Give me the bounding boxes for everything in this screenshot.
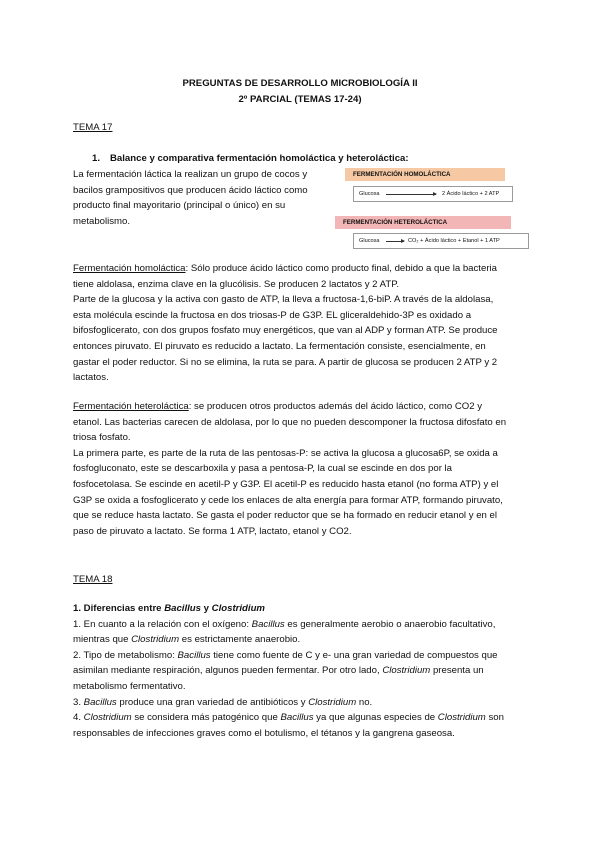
figure-heterolactic-box — [353, 233, 529, 249]
hetero-line: paso de piruvato a lactato. Se forma 1 ATP, lactato, etanol y CO2. — [73, 525, 352, 537]
hetero-line: G3P se oxida a fosfoglicerato y cede los enlaces de alta energía para formar ATP, formando piruvato, — [73, 494, 503, 506]
figure-box1-right: 2 Ácido láctico + 2 ATP — [442, 191, 500, 197]
tema18-line: asimilan mediante respiración, algunos pueden fermentar. Por otro lado, Clostridium presenta un — [73, 665, 484, 677]
tema18-line: responsables de infecciones graves como el botulismo, el tétanos y la gangrena gaseosa. — [73, 727, 455, 739]
homolactic-paragraph — [73, 261, 533, 386]
homo-line: tiene aldolasa, enzima clave en la glucólisis. Se producen 2 lactatos y 2 ATP. — [73, 278, 400, 290]
intro-line: bacilos grampositivos que producen ácido láctico como — [73, 184, 308, 196]
homo-line: bifosfoglicerato, con dos grupos fosfato muy energéticos, que van al ADP y forman ATP. Se produce — [73, 325, 498, 337]
tema18-line: metabolismo fermentativo. — [73, 680, 186, 692]
homo-line: esta molécula escinde la fructosa en dos triosas-P de G3P. EL gliceraldehido-3P es oxidado a — [73, 309, 472, 321]
figure-box2-left: Glucosa — [359, 238, 380, 244]
figure-box1-left: Glucosa — [359, 191, 380, 197]
tema18-heading: TEMA 18 — [73, 574, 113, 585]
heterolactic-paragraph — [73, 399, 533, 539]
heterolactic-label: Fermentación heteroláctica — [73, 401, 189, 412]
figure-homolactic-header: FERMENTACIÓN HOMOLÁCTICA — [345, 168, 505, 181]
intro-line: producto final mayoritario (principal o único) en su — [73, 200, 286, 212]
hetero-line: fosfocetolasa. Se escinde en acetil-P y G3P. El acetil-P es reducido hasta etanol (no forma ATP) y el — [73, 478, 499, 490]
tema18-line: 3. Bacillus produce una gran variedad de antibióticos y Clostridium no. — [73, 696, 373, 708]
figure-box2-right: CO₂ + Ácido láctico + Etanol + 1 ATP — [408, 238, 500, 244]
tema17-q1-title: Balance y comparativa fermentación homoláctica y heteroláctica: — [110, 153, 409, 164]
hetero-line: fosfogluconato, este se descarboxila y pasa a pentosa-P, la cual se escinde en dos por la — [73, 463, 453, 475]
tema18-q1-title: 1. Diferencias entre Bacillus y Clostridium — [73, 603, 265, 614]
homo-line: gastar el poder reductor. Si no se elimina, la ruta se para. A partir de glucosa se producen 2 ATP y 2 — [73, 356, 498, 368]
homo-line: Parte de la glucosa y la activa con gasto de ATP, la lleva a fructosa-1,6-biP. A través de la aldolasa, — [73, 294, 494, 306]
tema18-line: 2. Tipo de metabolismo: Bacillus tiene como fuente de C y e- una gran variedad de compuestos que — [73, 649, 498, 661]
document-title: PREGUNTAS DE DESARROLLO MICROBIOLOGÍA II — [182, 78, 418, 89]
document-subtitle: 2º PARCIAL (TEMAS 17-24) — [238, 94, 362, 105]
tema18-line: 4. Clostridium se considera más patogénico que Bacillus ya que algunas especies de Clostridium son — [73, 712, 504, 724]
homo-line: : Sólo produce ácido láctico como producto final, debido a que la bacteria — [185, 263, 497, 274]
arrow-icon — [386, 194, 436, 195]
hetero-line: que se reduce hasta lactato. Se gasta el poder reductor que se ha formado en reducir etanol y en el — [73, 510, 497, 522]
homo-line: lactatos. — [73, 372, 109, 384]
tema18-line: mientras que Clostridium es estrictamente anaerobio. — [73, 634, 301, 646]
homo-line: entonces piruvato. El piruvato es reducido a lactato. La fermentación consiste, esencialmente, en — [73, 340, 486, 352]
figure-heterolactic-header: FERMENTACIÓN HETEROLÁCTICA — [335, 216, 511, 229]
figure-homolactic-box — [353, 186, 513, 202]
homolactic-label: Fermentación homoláctica — [73, 263, 186, 274]
tema18-line: 1. En cuanto a la relación con el oxígeno: Bacillus es generalmente aerobio o anaerobio facultativo, — [73, 618, 496, 630]
hetero-line: La primera parte, es parte de la ruta de las pentosas-P: se activa la glucosa a glucosa6P, se oxida a — [73, 447, 498, 459]
intro-line: metabolismo. — [73, 215, 131, 227]
hetero-line: : se producen otros productos además del ácido láctico, como CO2 y — [188, 401, 483, 412]
tema18-content — [73, 601, 533, 741]
hetero-line: etanol. Las bacterias carecen de aldolasa, por lo que no pueden descomponer la fructosa difosfato en — [73, 416, 507, 428]
tema17-heading: TEMA 17 — [73, 122, 113, 133]
hetero-line: triosa fosfato. — [73, 432, 131, 444]
arrow-icon — [386, 241, 404, 242]
tema17-q1-number: 1. — [92, 153, 101, 164]
tema17-intro — [73, 167, 333, 229]
intro-line: La fermentación láctica la realizan un grupo de cocos y — [73, 169, 308, 180]
fermentation-figure — [335, 168, 527, 252]
